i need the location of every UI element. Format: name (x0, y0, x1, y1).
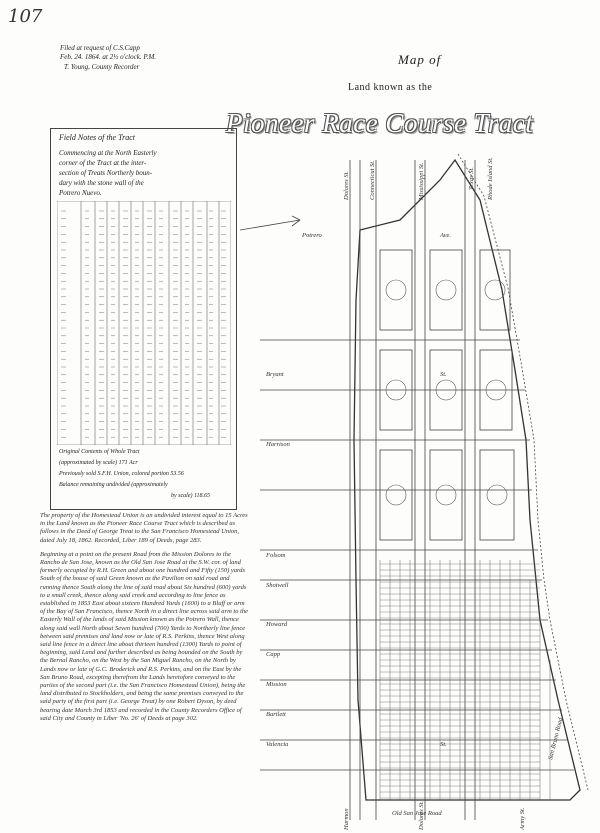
field-notes-intro-line: corner of the Tract at the inter- (59, 159, 147, 167)
field-notes-intro-line: section of Treats Northerly boun- (59, 169, 153, 177)
field-notes-table (57, 201, 231, 445)
field-notes-intro-line: dary with the stone wall of the (59, 179, 144, 187)
street-label-dolores: Dolores St. (343, 170, 350, 200)
street-label-st: St. (440, 371, 447, 378)
street-label-valencia: Valencia (266, 741, 289, 748)
street-label-bartlett: Bartlett (266, 711, 286, 718)
filed-notice-line: Filed at request of C.S.Capp (60, 44, 140, 52)
street-label-connecticut: Connecticut St. (369, 160, 376, 200)
field-notes-intro-line: Potrero Nuevo. (59, 189, 102, 197)
street-label-harmon: Harmon (343, 808, 350, 830)
field-notes-title: Field Notes of the Tract (59, 133, 135, 142)
field-notes-footer-line: Balance remaining undivided (approximately (59, 482, 168, 488)
field-notes-footer-line: by scale) 118.65 (171, 493, 211, 499)
deed-description (40, 512, 250, 729)
filed-notice-line: Feb. 24. 1864. at 2½ o'clock. P.M. (60, 53, 157, 61)
filed-notice-line: T. Young, County Recorder (64, 63, 140, 71)
street-label-dolores-bottom: Dolores St. (418, 800, 425, 830)
field-notes-intro-line: Commencing at the North Easterly (59, 149, 157, 157)
field-notes-footer-line: (approximated by scale) 171 Acr (59, 460, 138, 466)
street-label-old-road: Old San Jose Road (392, 810, 442, 817)
map-title: Pioneer Race Course Tract (226, 108, 534, 138)
street-label-bryant: Bryant (266, 371, 284, 378)
field-notes-footer-line: Original Contents of Whole Tract (59, 449, 140, 455)
street-label-st: St. (440, 741, 447, 748)
lot-marker (436, 280, 456, 300)
street-label-capp: Capp (266, 651, 281, 658)
field-notes-footer-line: Previously sold S.F.H. Union, colored portion 53.56 (59, 471, 184, 477)
street-label-mission: Mission (266, 681, 287, 688)
street-label-san-bruno: San Bruno Road (547, 717, 565, 761)
street-label-texas: Texas St. (468, 167, 475, 190)
street-label-harrison: Harrison (266, 441, 290, 448)
lot-marker (386, 280, 406, 300)
street-label-army: Army St. (519, 807, 526, 830)
street-label-shotwell: Shotwell (266, 582, 289, 589)
deed-paragraph: The property of the Homestead Union is an undivided interest equal to 15 Acres in the Land known as the Pioneer Race Course Tract which is described as follows in the Deed of George Treat to the San Francisco Homestead Union, dated July 18, 1862. Recorded, Liber 189 of Deeds, page 283. (40, 512, 248, 544)
lot-marker (436, 485, 456, 505)
map-of-heading: Map of (398, 52, 442, 67)
street-label-rhode-island: Rhode Island St. (487, 157, 494, 200)
field-notes-box (50, 128, 237, 510)
lot-marker (487, 485, 507, 505)
deed-paragraph: Beginning at a point on the present Road from the Mission Dolores to the Rancho de San Jose, known as the Old San Jose Road at the S.W. cor. of land formerly occupied by R.H. Green and about one hundred and Fifty (150) yards South of the house of said Green known as the Pavilion on said road and running thence South along the line of said road about Six hundred (600) yards to a small creek, thence along said creek and according to line fence as established in 1853 East about sixteen Hundred Yards (1600) to a Bluff or arm of the Bay of San Francisco, thence North in a direct line across said arm to the Easterly Wall of the lands of said Mission known as the Potrero Wall, thence along said wall North about Seven hundred (700) Yards to Northerly line fence between said premises and land now or late of R.S. Perkins, thence West along said line fence in a direct line about thirteen hundred (1300) Yards to point of beginning, said Land and further described as being bounded on the South by the Bernal Rancho, on the West by the San Miguel Rancho, on the North by Lands now or late of G.C. Broderick and R.S. Perkins, and on the East by the San Bruno Road, excepting therefrom the Lands heretofore conveyed to the parties of the second part (i.e. the San Francisco Homestead Union), being the land distributed to Stockholders, and being the same premises conveyed to the said party of the first part (i.e. George Treat) by one Robert Dyson, by deed bearing date March 3rd 1853 and recorded in the County Recorders Office of said City and County in Liber 'No. 26' of Deeds at page 302. (40, 550, 249, 722)
street-label-ave: Ave. (440, 232, 452, 239)
land-known-heading: Land known as the (348, 82, 433, 93)
tract-map (240, 140, 595, 830)
page-number: 107 (8, 6, 43, 27)
lot-marker (386, 485, 406, 505)
street-label-potrero: Potrero (302, 232, 322, 239)
street-label-howard: Howard (266, 621, 288, 628)
street-label-mississippi: Mississippi St. (418, 162, 425, 200)
street-label-folsom: Folsom (266, 552, 286, 559)
